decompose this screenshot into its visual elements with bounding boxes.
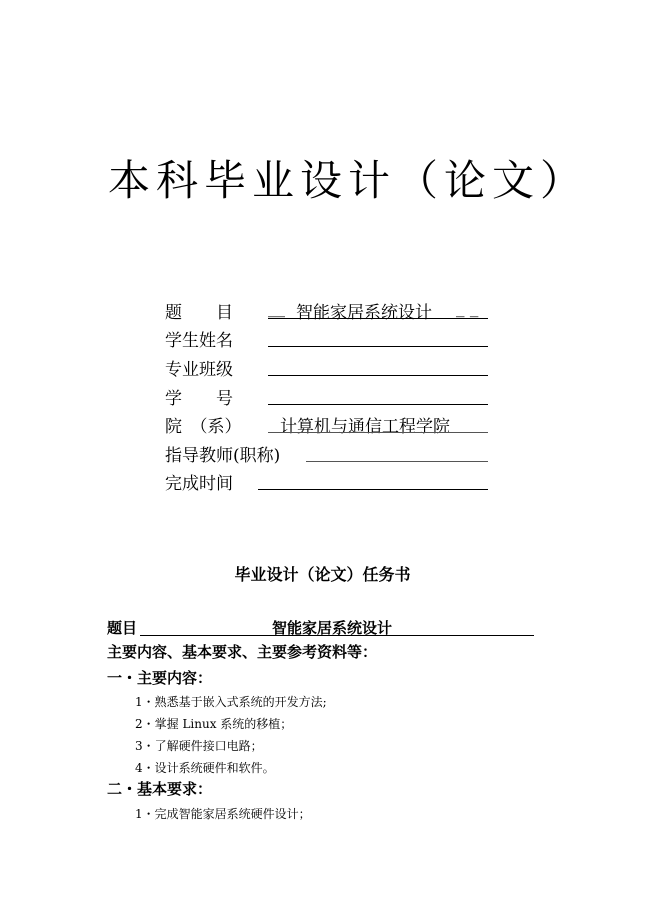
list-item: 1・完成智能家居系统硬件设计； bbox=[135, 807, 311, 821]
list-item: 3・了解硬件接口电路； bbox=[135, 739, 263, 753]
title-prefix: __ bbox=[268, 298, 285, 318]
task-book-heading: 毕业设计（论文）任务书 bbox=[234, 565, 411, 584]
department-underline bbox=[268, 432, 488, 433]
student-name-label: 学生姓名 bbox=[165, 331, 233, 351]
topic-underline bbox=[140, 635, 534, 636]
list-item: 4・设计系统硬件和软件。 bbox=[135, 761, 275, 775]
title-underline bbox=[268, 318, 488, 319]
department-value: 计算机与通信工程学院 bbox=[280, 417, 450, 437]
title-suffix: _ _ bbox=[456, 298, 479, 318]
section-main-content-title: 一・主要内容： bbox=[107, 669, 213, 687]
completion-time-label: 完成时间 bbox=[165, 474, 233, 494]
major-class-underline bbox=[268, 375, 488, 376]
title-label: 题 目 bbox=[165, 303, 233, 323]
student-id-underline bbox=[268, 404, 488, 405]
department-label: 院 （系） bbox=[165, 417, 242, 437]
list-item: 1・熟悉基于嵌入式系统的开发方法; bbox=[135, 695, 327, 709]
title-value: 智能家居系统设计 bbox=[296, 303, 432, 323]
section-intro: 主要内容、基本要求、主要参考资料等： bbox=[107, 643, 378, 661]
completion-time-underline bbox=[258, 489, 488, 490]
advisor-label: 指导教师(职称) bbox=[165, 446, 281, 466]
topic-label: 题目 bbox=[107, 619, 138, 637]
major-class-label: 专业班级 bbox=[165, 360, 233, 380]
student-name-underline bbox=[268, 346, 488, 347]
student-id-label: 学 号 bbox=[165, 389, 233, 409]
list-item: 2・掌握 Linux 系统的移植； bbox=[135, 717, 293, 731]
advisor-underline bbox=[306, 461, 488, 462]
topic-value: 智能家居系统设计 bbox=[272, 619, 393, 637]
section-basic-requirements-title: 二・基本要求： bbox=[107, 780, 213, 798]
document-title: 本科毕业设计（论文） bbox=[108, 156, 589, 205]
